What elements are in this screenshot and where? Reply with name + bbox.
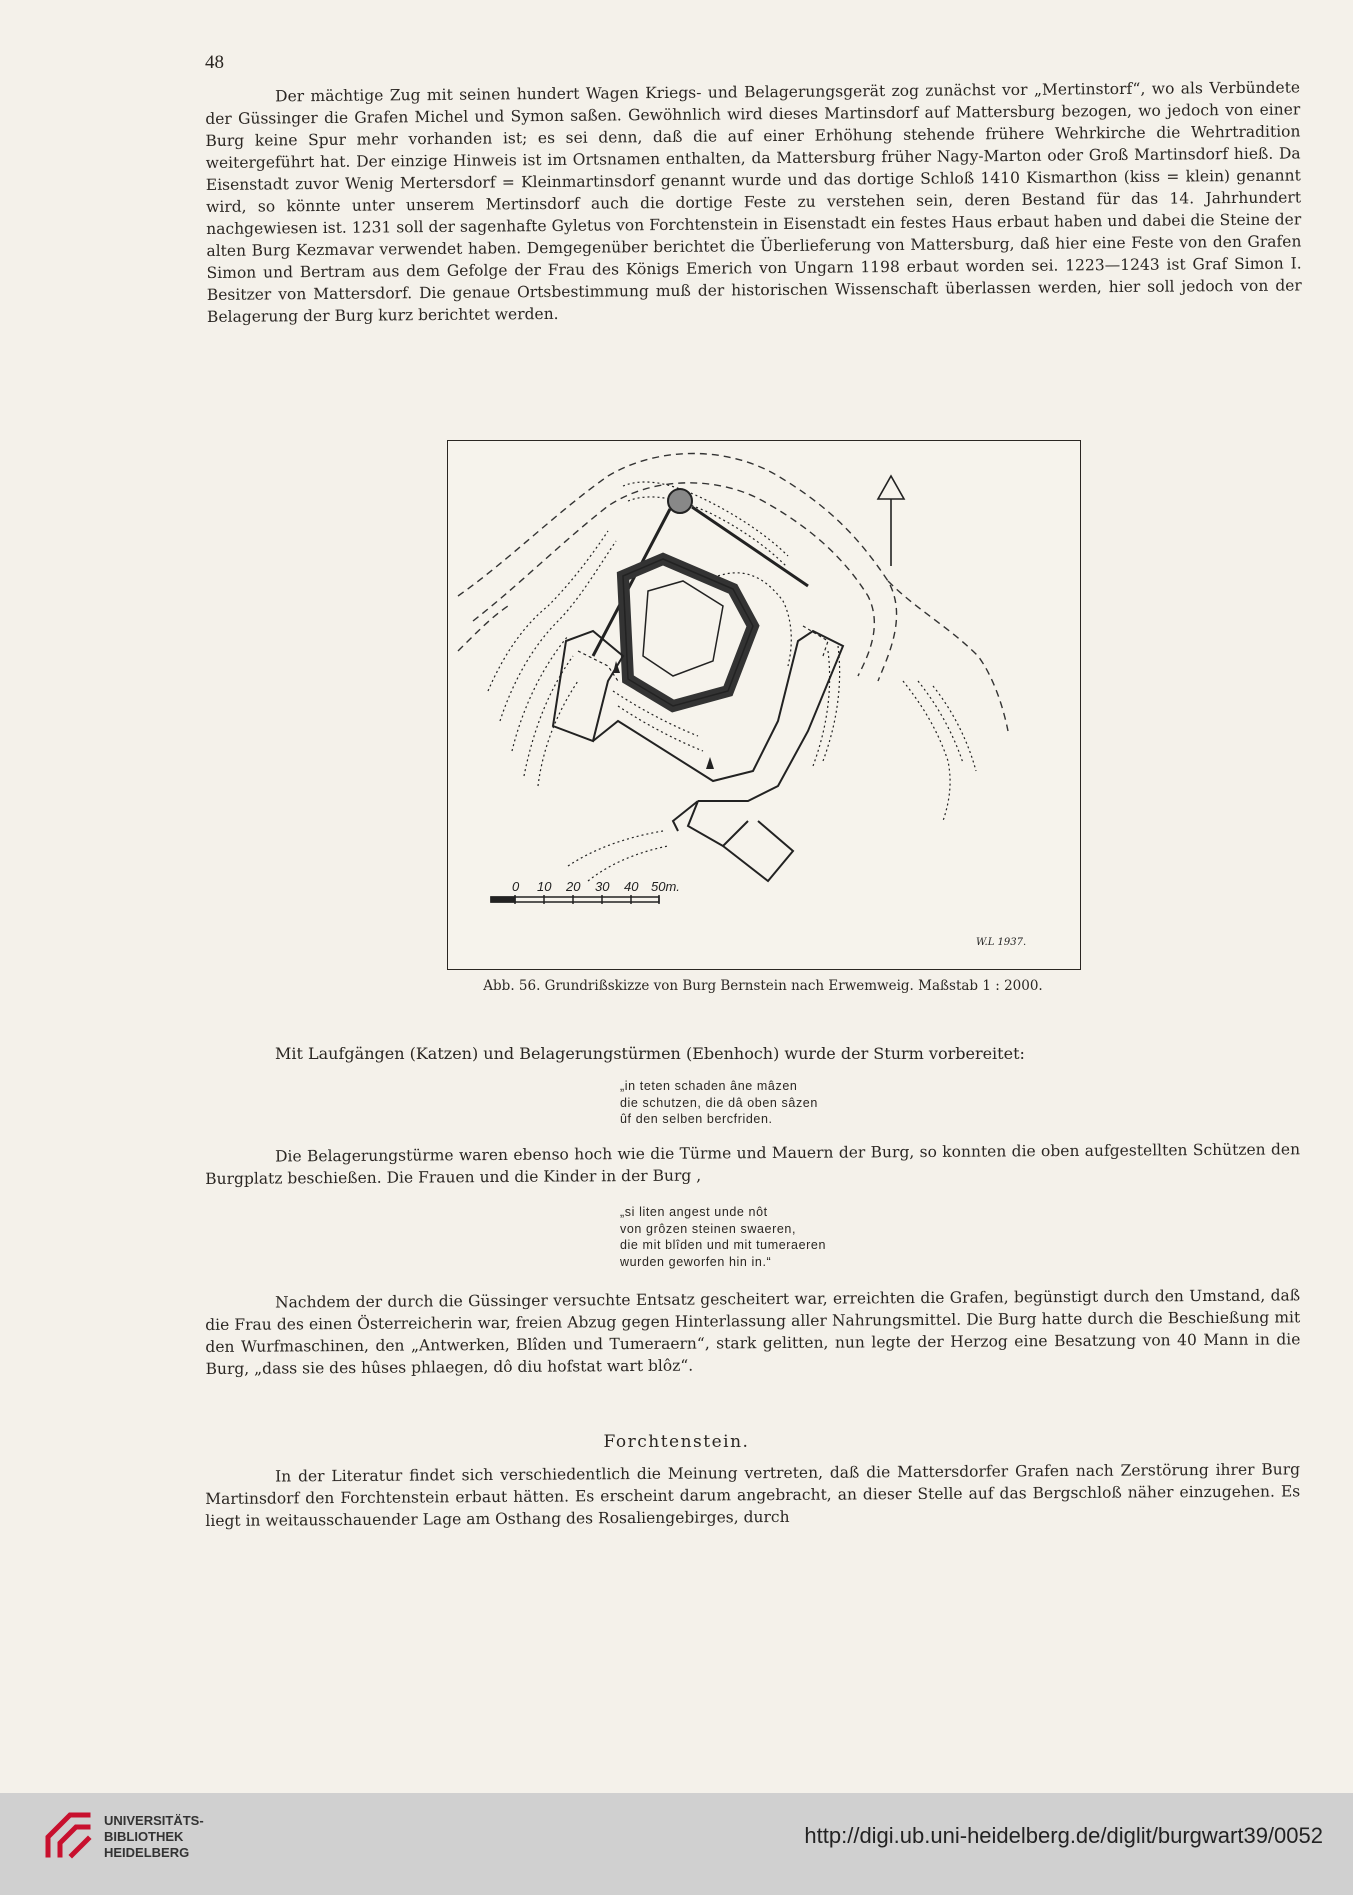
quote-line: die mit blîden und mit tumeraeren	[620, 1238, 827, 1252]
quote-line: wurden geworfen hin in.“	[620, 1254, 772, 1269]
paragraph-surrender	[205, 1284, 1301, 1380]
quote-line: von grôzen steinen swaeren,	[620, 1221, 797, 1236]
paragraph-text: In der Literatur findet sich verschiedentlich die Meinung vertreten, daß die Mattersdorfer Grafen nach Zerstörung ihrer Burg Martinsdorf den Forchtenstein erbaut hätten. Es erscheint darum angebracht, an dieser Stelle auf das Bergschloß näher einzugehen. Es liegt in weitausschauender Lage am Osthang des Rosaliengebirges, durch	[205, 1460, 1301, 1530]
quote-block-1	[620, 1078, 818, 1128]
permalink-url[interactable]: http://digi.ub.uni-heidelberg.de/diglit/burgwart39/0052	[804, 1823, 1323, 1848]
library-name-line: UNIVERSITÄTS-	[104, 1813, 204, 1828]
inner-path	[578, 651, 618, 681]
library-footer	[0, 1793, 1353, 1895]
scale-labels	[512, 879, 680, 894]
library-name-line: HEIDELBERG	[104, 1845, 190, 1860]
scale-label: 10	[537, 879, 552, 894]
scale-label: 30	[595, 879, 610, 894]
quote-line: „in teten schaden âne mâzen	[620, 1079, 798, 1093]
paragraph-forchtenstein	[205, 1458, 1300, 1532]
quote-line: „si liten angest unde nôt	[620, 1205, 768, 1219]
gate-detail	[803, 626, 828, 656]
ub-heidelberg-logo-icon	[40, 1807, 96, 1863]
quote-block-2	[620, 1204, 826, 1270]
scale-label: 20	[566, 879, 581, 894]
scale-label: 0	[512, 879, 520, 894]
inner-keep	[623, 559, 753, 706]
scale-label: 50m.	[651, 879, 680, 894]
figure-signature: W.L 1937.	[976, 937, 1027, 948]
page-number: 48	[205, 52, 224, 73]
outer-enclosure	[553, 631, 843, 881]
paragraph-text: Die Belagerungstürme waren ebenso hoch wie die Türme und Mauern der Burg, so konnten die oben aufgestellten Schützen den Burgplatz beschießen. Die Frauen und die Kinder in der Burg ,	[205, 1140, 1301, 1188]
scale-label: 40	[624, 879, 639, 894]
section-heading: Forchtenstein.	[603, 1432, 750, 1452]
north-arrow-icon	[878, 476, 904, 566]
library-name	[104, 1813, 204, 1861]
castle-floor-plan-figure	[447, 440, 1081, 970]
round-tower	[668, 489, 692, 513]
figure-caption: Abb. 56. Grundrißskizze von Burg Bernstein nach Erwemweig. Maßstab 1 : 2000.	[483, 978, 1043, 994]
paragraph-intro	[205, 76, 1302, 328]
intro-line-siege: Mit Laufgängen (Katzen) und Belagerungstürmen (Ebenhoch) wurde der Sturm vorbereitet:	[275, 1044, 1025, 1063]
floor-plan-drawing	[448, 441, 1080, 969]
paragraph-towers	[205, 1138, 1300, 1190]
paragraph-text: Der mächtige Zug mit seinen hundert Wagen Kriegs- und Belagerungsgerät zog zunächst vor „Mertinstorf“, wo als Verbündete der Güssinger die Grafen Michel und Symon saßen. Gewöhnlich wird dieses Martinsdorf auf Mattersburg bezogen, wo jedoch von einer Burg keine Spur mehr vorhanden ist; es sei denn, daß die auf einer Erhöhung stehende frühere Wehrkirche die Wehrtradition weitergeführt hat. Der einzige Hinweis ist im Ortsnamen enthalten, da Mattersburg früher Nagy-Marton oder Groß Martinsdorf hieß. Da Eisenstadt zuvor Wenig Mertersdorf = Kleinmartinsdorf genannt wurde und das dortige Schloß 1410 Kismarthon (kiss = klein) genannt wird, so könnte unter unserem Mertinsdorf auch die dortige Feste zu verstehen sein, deren Bestand für das 14. Jahrhundert nachgewiesen ist. 1231 soll der sagenhafte Gyletus von Forchtenstein in Eisenstadt ein festes Haus erbaut haben und dabei die Steine der alten Burg Kezmavar verwendet haben. Demgegenüber berichtet die Überlieferung von Mattersburg, daß hier eine Feste von den Grafen Simon und Bertram aus dem Gefolge der Frau des Königs Emerich von Ungarn 1198 erbaut worden sei. 1223—1243 ist Graf Simon I. Besitzer von Mattersdorf. Die genaue Ortsbestimmung muß der historischen Wissenschaft überlassen werden, hier soll jedoch von der Belagerung der Burg kurz berichtet werden.	[205, 78, 1302, 326]
scale-bar	[491, 895, 659, 904]
quote-line: die schutzen, die dâ oben sâzen	[620, 1095, 818, 1110]
paragraph-text: Nachdem der durch die Güssinger versuchte Entsatz gescheitert war, erreichten die Grafen, begünstigt durch den Umstand, daß die Frau des einen Österreicherin war, freien Abzug gegen Hinterlassung aller Nahrungsmittel. Die Burg hatte durch die Beschießung mit den Wurfmaschinen, den „Antwerken, Blîden und Tumeraern“, stark gelitten, nun legte der Herzog eine Besatzung von 40 Mann in die Burg, „dass sie des hûses phlaegen, dô diu hofstat wart blôz“.	[205, 1286, 1301, 1378]
quote-line: ûf den selben bercfriden.	[620, 1112, 773, 1126]
library-name-line: BIBLIOTHEK	[104, 1829, 184, 1844]
entrance-arrow-2	[706, 757, 714, 769]
